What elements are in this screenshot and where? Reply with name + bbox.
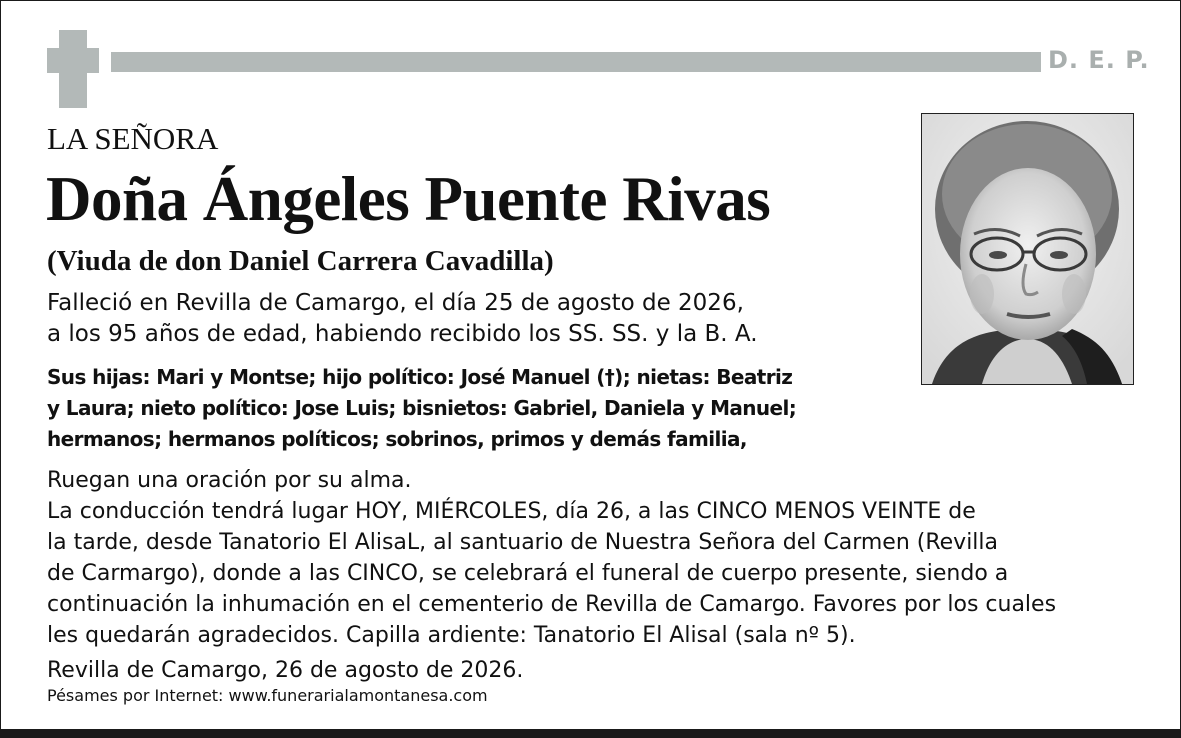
family-line: hermanos; hermanos políticos; sobrinos, primos y demás familia, (47, 427, 747, 451)
service-line: les quedarán agradecidos. Capilla ardiente: Tanatorio El Alisal (sala nº 5). (47, 623, 856, 648)
family-line: y Laura; nieto político: Jose Luis; bisnietos: Gabriel, Daniela y Manuel; (47, 396, 797, 420)
service-line: Ruegan una oración por su alma. (47, 468, 412, 493)
header-rule (111, 52, 1041, 72)
portrait-photo (921, 113, 1134, 385)
death-paragraph (47, 288, 758, 350)
family-line: Sus hijas: Mari y Montse; hijo político: José Manuel (†); nietas: Beatriz (47, 365, 793, 389)
service-line: de Carmargo), donde a las CINCO, se celebrará el funeral de cuerpo presente, siendo a (47, 561, 1009, 586)
service-line: continuación la inhumación en el cementerio de Revilla de Camargo. Favores por los cuales (47, 592, 1057, 617)
closing-line: Revilla de Camargo, 26 de agosto de 2026. (47, 658, 524, 683)
deceased-name: Doña Ángeles Puente Rivas (46, 164, 771, 234)
cross-icon-bar (47, 48, 99, 73)
family-paragraph (47, 362, 796, 455)
service-paragraph (47, 465, 1056, 651)
widow-of: (Viuda de don Daniel Carrera Cavadilla) (47, 245, 554, 277)
death-line: a los 95 años de edad, habiendo recibido los SS. SS. y la B. A. (47, 321, 758, 347)
service-line: La conducción tendrá lugar HOY, MIÉRCOLES, día 26, a las CINCO MENOS VEINTE de (47, 499, 976, 524)
death-line: Falleció en Revilla de Camargo, el día 25 de agosto de 2026, (47, 290, 744, 316)
service-line: la tarde, desde Tanatorio El AlisaL, al santuario de Nuestra Señora del Carmen (Revilla (47, 530, 999, 555)
pesames-line: Pésames por Internet: www.funerarialamontanesa.com (47, 686, 488, 705)
portrait-illustration (922, 114, 1133, 384)
bottom-bar (0, 729, 1181, 738)
title-prefix: LA SEÑORA (47, 121, 219, 156)
dep-label: D. E. P. (1048, 46, 1150, 74)
